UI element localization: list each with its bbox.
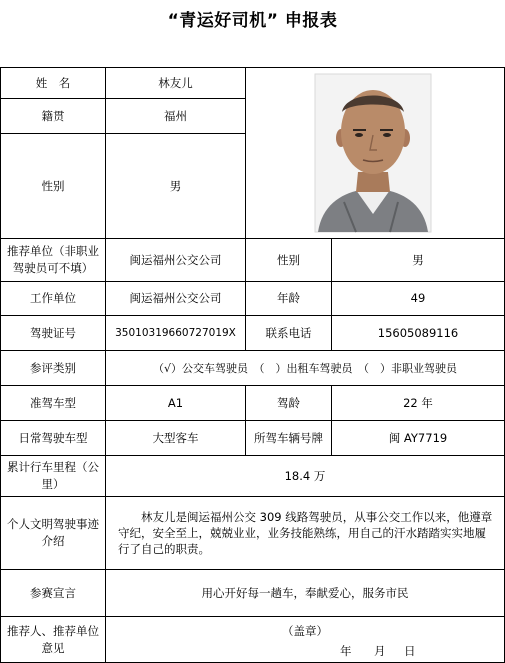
license-label: 驾驶证号 bbox=[0, 315, 106, 351]
workplace-label: 工作单位 bbox=[0, 281, 106, 316]
photo-cell bbox=[245, 67, 505, 239]
license-value: 35010319660727019X bbox=[105, 315, 246, 351]
origin-value: 福州 bbox=[105, 98, 246, 134]
name-value: 林友儿 bbox=[105, 67, 246, 99]
name-label: 姓 名 bbox=[0, 67, 106, 99]
plate-label: 所驾车辆号牌 bbox=[245, 420, 332, 456]
age-label: 年龄 bbox=[245, 281, 332, 316]
phone-label: 联系电话 bbox=[245, 315, 332, 351]
intro-value: 林友儿是闽运福州公交 309 线路驾驶员，从事公交工作以来，他遵章守纪，安全至上，兢兢业业，业务技能熟练，用自己的汗水踏踏实实地履行了自己的职责。 bbox=[105, 496, 505, 570]
mileage-value: 18.4 万 bbox=[105, 455, 505, 497]
intro-label: 个人文明驾驶事迹介绍 bbox=[0, 496, 106, 570]
driving-years-label: 驾龄 bbox=[245, 385, 332, 421]
opinion-label: 推荐人、推荐单位意见 bbox=[0, 616, 106, 663]
date-year: 年 bbox=[340, 644, 352, 658]
gender-value: 男 bbox=[105, 133, 246, 239]
vehicle-type-value: A1 bbox=[105, 385, 246, 421]
origin-label: 籍贯 bbox=[0, 98, 106, 134]
recommender-label: 推荐单位（非职业驾驶员可不填） bbox=[0, 238, 106, 282]
category-label: 参评类别 bbox=[0, 350, 106, 386]
vehicle-type-label: 准驾车型 bbox=[0, 385, 106, 421]
pledge-value: 用心开好每一趟车，奉献爱心，服务市民 bbox=[105, 569, 505, 617]
category-value: （√）公交车驾驶员 （ ）出租车驾驶员 （ ）非职业驾驶员 bbox=[105, 350, 505, 386]
opinion-signature-cell bbox=[105, 616, 505, 663]
date-day: 日 bbox=[404, 644, 416, 658]
gender-label: 性别 bbox=[0, 133, 106, 239]
workplace-value: 闽运福州公交公司 bbox=[105, 281, 246, 316]
driver-portrait bbox=[246, 68, 504, 238]
form-title: “青运好司机” 申报表 bbox=[167, 11, 338, 31]
date-month: 月 bbox=[374, 644, 386, 658]
age-value: 49 bbox=[331, 281, 505, 316]
seal-text: （盖章） bbox=[282, 624, 328, 638]
phone-value: 15605089116 bbox=[331, 315, 505, 351]
daily-vehicle-label: 日常驾驶车型 bbox=[0, 420, 106, 456]
recommender-value: 闽运福州公交公司 bbox=[105, 238, 246, 282]
gender-label-2: 性别 bbox=[245, 238, 332, 282]
driving-years-value: 22 年 bbox=[331, 385, 505, 421]
plate-value: 闽 AY7719 bbox=[331, 420, 505, 456]
gender-value-2: 男 bbox=[331, 238, 505, 282]
mileage-label: 累计行车里程（公里） bbox=[0, 455, 106, 497]
daily-vehicle-value: 大型客车 bbox=[105, 420, 246, 456]
pledge-label: 参赛宣言 bbox=[0, 569, 106, 617]
